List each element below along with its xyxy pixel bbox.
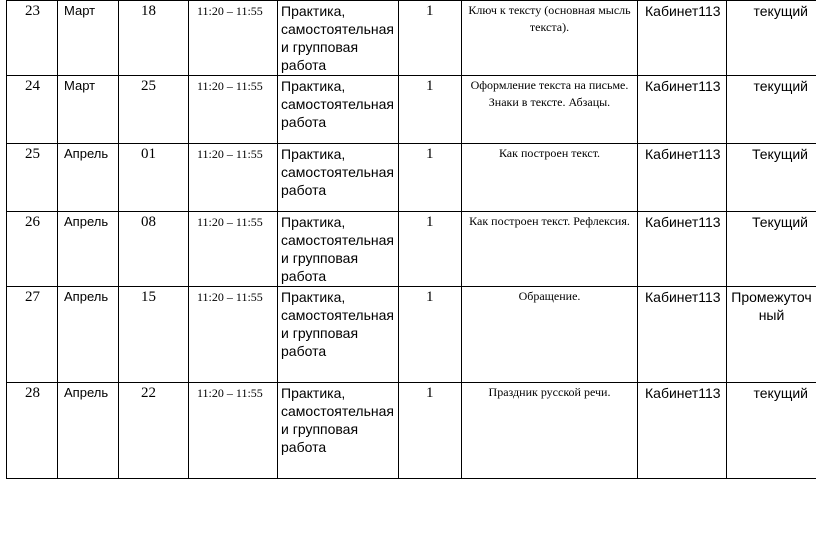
row-form: Практика, самостоятельная и групповая работа — [278, 287, 399, 383]
row-month: Март — [58, 76, 119, 144]
row-control: текущий — [727, 383, 816, 479]
row-time: 11:20 – 11:55 — [189, 1, 278, 76]
row-number: 28 — [7, 383, 58, 479]
row-room: Кабинет113 — [638, 287, 727, 383]
row-room: Кабинет113 — [638, 212, 727, 287]
row-month: Апрель — [58, 144, 119, 212]
row-form: Практика, самостоятельная и групповая работа — [278, 212, 399, 287]
row-form: Практика, самостоятельная работа — [278, 76, 399, 144]
row-room: Кабинет113 — [638, 76, 727, 144]
row-month: Апрель — [58, 212, 119, 287]
row-time: 11:20 – 11:55 — [189, 76, 278, 144]
row-hours: 1 — [399, 1, 462, 76]
row-hours: 1 — [399, 144, 462, 212]
row-form: Практика, самостоятельная работа — [278, 144, 399, 212]
row-time: 11:20 – 11:55 — [189, 287, 278, 383]
row-topic: Праздник русской речи. — [462, 383, 638, 479]
row-time: 11:20 – 11:55 — [189, 144, 278, 212]
row-number: 25 — [7, 144, 58, 212]
row-month: Март — [58, 1, 119, 76]
row-day: 15 — [119, 287, 189, 383]
row-form: Практика, самостоятельная и групповая работа — [278, 383, 399, 479]
row-topic: Как построен текст. Рефлексия. — [462, 212, 638, 287]
row-hours: 1 — [399, 76, 462, 144]
table-row — [7, 1, 816, 76]
row-hours: 1 — [399, 287, 462, 383]
row-number: 26 — [7, 212, 58, 287]
row-day: 25 — [119, 76, 189, 144]
row-time: 11:20 – 11:55 — [189, 212, 278, 287]
row-control: Текущий — [727, 212, 816, 287]
row-time: 11:20 – 11:55 — [189, 383, 278, 479]
row-number: 27 — [7, 287, 58, 383]
row-month: Апрель — [58, 287, 119, 383]
schedule-table — [6, 0, 816, 479]
row-month: Апрель — [58, 383, 119, 479]
row-hours: 1 — [399, 212, 462, 287]
table-row — [7, 383, 816, 479]
row-day: 01 — [119, 144, 189, 212]
table-row — [7, 212, 816, 287]
row-number: 24 — [7, 76, 58, 144]
row-number: 23 — [7, 1, 58, 76]
table-row — [7, 76, 816, 144]
row-room: Кабинет113 — [638, 383, 727, 479]
row-topic: Обращение. — [462, 287, 638, 383]
row-topic: Ключ к тексту (основная мысль текста). — [462, 1, 638, 76]
row-control: Текущий — [727, 144, 816, 212]
table-row — [7, 287, 816, 383]
row-topic: Как построен текст. — [462, 144, 638, 212]
row-control: текущий — [727, 1, 816, 76]
row-control: Промежуточный — [727, 287, 816, 383]
row-form: Практика, самостоятельная и групповая работа — [278, 1, 399, 76]
row-control: текущий — [727, 76, 816, 144]
row-room: Кабинет113 — [638, 144, 727, 212]
row-day: 22 — [119, 383, 189, 479]
table-row — [7, 144, 816, 212]
row-room: Кабинет113 — [638, 1, 727, 76]
row-day: 18 — [119, 1, 189, 76]
row-day: 08 — [119, 212, 189, 287]
row-hours: 1 — [399, 383, 462, 479]
row-topic: Оформление текста на письме. Знаки в тексте. Абзацы. — [462, 76, 638, 144]
